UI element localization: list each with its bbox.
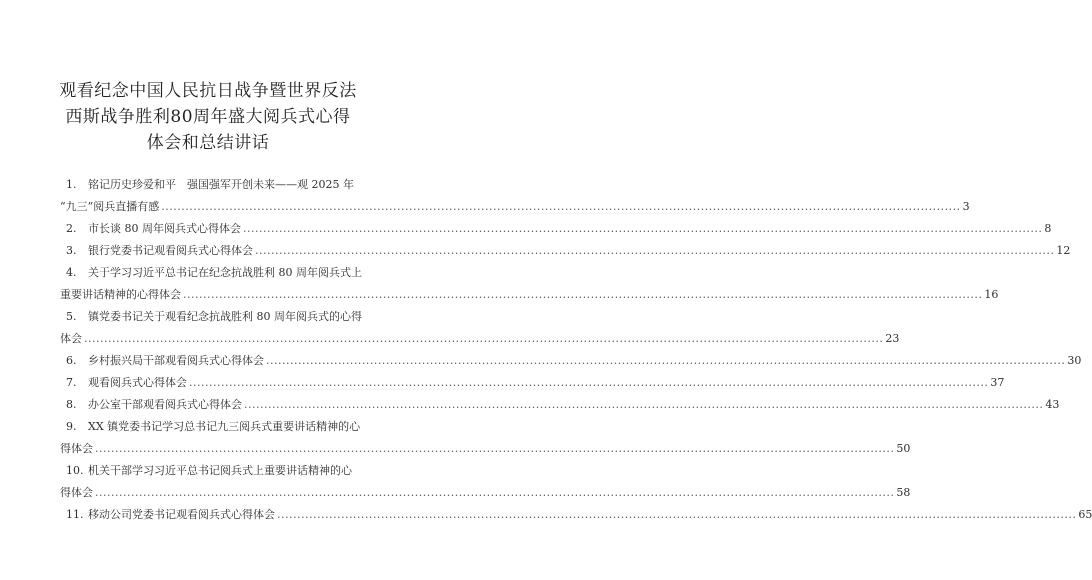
toc-entry-title: 机关干部学习习近平总书记阅兵式上重要讲话精神的心	[88, 464, 352, 477]
toc-entry-line	[60, 438, 911, 460]
toc-page-number: 30	[1067, 354, 1082, 367]
toc-entry[interactable]	[60, 218, 1052, 240]
toc-entry-title: 铭记历史珍爱和平 强国强军开创未来——观 2025 年	[88, 178, 354, 191]
toc-page-number: 12	[1056, 244, 1071, 257]
toc-entry-line	[60, 372, 1005, 394]
toc-dot-leader: ........................................................................................................................................................................................................	[161, 200, 961, 213]
document-title: 观看纪念中国人民抗日战争暨世界反法西斯战争胜利80周年盛大阅兵式心得体会和总结讲话	[59, 81, 357, 153]
toc-entry-number: 7.	[66, 376, 77, 389]
toc-entry-number: 3.	[66, 244, 77, 257]
toc-dot-leader: ........................................................................................................................................................................................................	[277, 508, 1077, 521]
toc-page-number: 3	[962, 200, 970, 213]
toc-entry-title: 得体会	[60, 442, 93, 455]
toc-entry[interactable]	[60, 350, 1082, 372]
toc-entry-title: 市长谈 80 周年阅兵式心得体会	[88, 222, 241, 235]
toc-page-number: 16	[984, 288, 999, 301]
toc-dot-leader: ........................................................................................................................................................................................................	[95, 486, 895, 499]
table-of-contents	[60, 174, 1092, 526]
toc-dot-leader: ........................................................................................................................................................................................................	[243, 222, 1043, 235]
toc-page-number: 58	[896, 486, 911, 499]
toc-page-number: 50	[896, 442, 911, 455]
toc-entry-line	[60, 504, 1092, 526]
toc-entry-line	[60, 482, 911, 504]
toc-entry-title: XX 镇党委书记学习总书记九三阅兵式重要讲话精神的心	[88, 420, 361, 433]
toc-entry[interactable]	[60, 394, 1060, 416]
toc-dot-leader: ........................................................................................................................................................................................................	[84, 332, 884, 345]
toc-dot-leader: ........................................................................................................................................................................................................	[189, 376, 989, 389]
toc-entry[interactable]	[60, 262, 999, 306]
toc-page-number: 65	[1078, 508, 1092, 521]
toc-entry-line	[60, 284, 999, 306]
toc-entry-line	[60, 394, 1060, 416]
toc-entry[interactable]	[60, 174, 970, 218]
toc-entry-title: 移动公司党委书记观看阅兵式心得体会	[88, 508, 275, 521]
toc-entry-line	[60, 262, 360, 284]
toc-entry[interactable]	[60, 240, 1071, 262]
toc-page-number: 8	[1044, 222, 1052, 235]
toc-entry-title: 体会	[60, 332, 82, 345]
toc-entry-line	[60, 240, 1071, 262]
toc-entry-line	[60, 328, 900, 350]
toc-entry-line	[60, 460, 360, 482]
toc-entry-title: 观看阅兵式心得体会	[88, 376, 187, 389]
toc-entry[interactable]	[60, 306, 900, 350]
toc-entry-number: 8.	[66, 398, 77, 411]
toc-entry-title: 银行党委书记观看阅兵式心得体会	[88, 244, 253, 257]
toc-entry-number: 10.	[66, 464, 84, 477]
toc-entry-number: 5.	[66, 310, 77, 323]
toc-page-number: 43	[1045, 398, 1060, 411]
toc-dot-leader: ........................................................................................................................................................................................................	[255, 244, 1055, 257]
toc-entry-line	[60, 306, 360, 328]
toc-entry[interactable]	[60, 460, 911, 504]
toc-entry-title: 办公室干部观看阅兵式心得体会	[88, 398, 242, 411]
toc-entry-line	[60, 218, 1052, 240]
toc-entry[interactable]	[60, 416, 911, 460]
toc-dot-leader: ........................................................................................................................................................................................................	[183, 288, 983, 301]
toc-entry-number: 6.	[66, 354, 77, 367]
toc-entry-number: 1.	[66, 178, 77, 191]
toc-entry[interactable]	[60, 504, 1092, 526]
toc-dot-leader: ........................................................................................................................................................................................................	[266, 354, 1066, 367]
toc-entry-title: 重要讲话精神的心得体会	[60, 288, 181, 301]
toc-entry-line	[60, 174, 360, 196]
toc-page-number: 37	[990, 376, 1005, 389]
toc-entry-title: 镇党委书记关于观看纪念抗战胜利 80 周年阅兵式的心得	[88, 310, 362, 323]
toc-entry-title: 得体会	[60, 486, 93, 499]
toc-dot-leader: ........................................................................................................................................................................................................	[244, 398, 1044, 411]
toc-dot-leader: ........................................................................................................................................................................................................	[95, 442, 895, 455]
toc-entry-line	[60, 416, 360, 438]
toc-entry[interactable]	[60, 372, 1005, 394]
toc-page-number: 23	[885, 332, 900, 345]
toc-entry-number: 4.	[66, 266, 77, 279]
toc-entry-number: 9.	[66, 420, 77, 433]
toc-entry-number: 2.	[66, 222, 77, 235]
toc-entry-title: “九三”阅兵直播有感	[60, 200, 160, 213]
toc-entry-line	[60, 196, 970, 218]
toc-entry-line	[60, 350, 1082, 372]
toc-entry-title: 关于学习习近平总书记在纪念抗战胜利 80 周年阅兵式上	[88, 266, 362, 279]
toc-entry-number: 11.	[66, 508, 84, 521]
toc-entry-title: 乡村振兴局干部观看阅兵式心得体会	[88, 354, 264, 367]
